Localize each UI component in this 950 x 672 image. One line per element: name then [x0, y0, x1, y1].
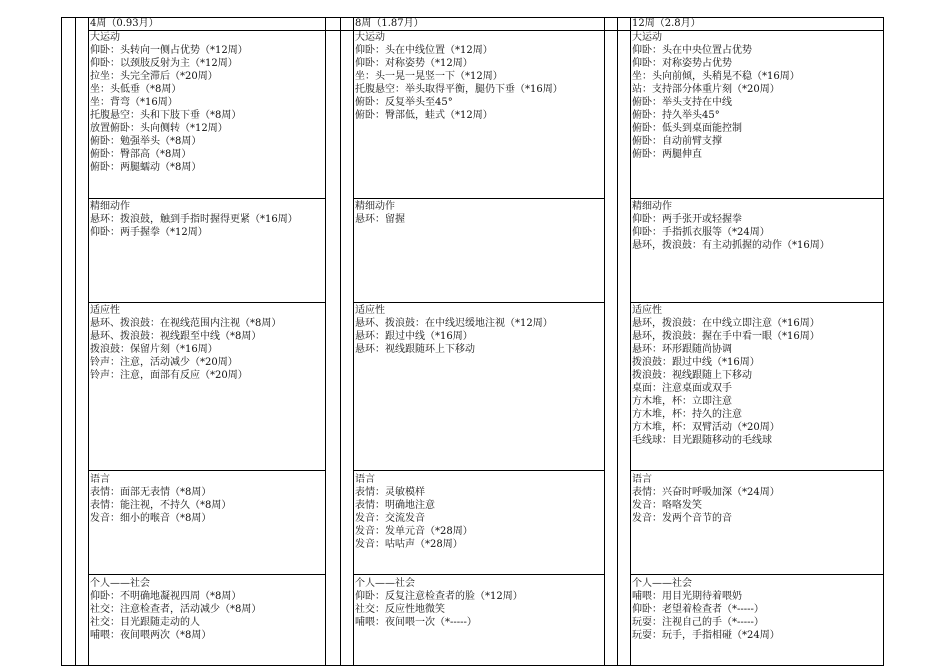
list-item: 俯卧：持久举头45° — [632, 110, 720, 121]
list-item: 悬环：视线跟随环上下移动 — [355, 344, 475, 355]
list-item: 发音：咕咕声（*28周） — [355, 539, 463, 550]
list-item: 表情：能注视，不持久（*8周） — [90, 500, 232, 511]
list-item: 悬环：跟过中线（*16周） — [355, 331, 473, 342]
list-item: 仰卧：头在中央位置占优势 — [632, 45, 752, 56]
section-language — [630, 473, 780, 525]
col1-divider-1 — [88, 198, 326, 199]
list-item: 玩耍：注视自己的手（*-----） — [632, 617, 764, 628]
section-fine-motor — [630, 200, 830, 252]
list-item: 仰卧：头在中线位置（*12周） — [355, 45, 493, 56]
list-item: 拨浪鼓：保留片刻（*16周） — [90, 344, 218, 355]
section-personal-social — [353, 577, 523, 629]
list-item: 铃声：注意，面部有反应（*20周） — [90, 370, 248, 381]
section-adaptive — [353, 304, 553, 356]
list-item: 仰卧：两手握拳（*12周） — [90, 227, 208, 238]
col2-right-border — [604, 17, 605, 666]
list-item: 坐：头低垂（*8周） — [90, 84, 182, 95]
section-title: 大运动 — [632, 32, 662, 43]
section-fine-motor — [353, 200, 405, 226]
list-item: 俯卧：反复举头至45° — [355, 97, 453, 108]
list-item: 俯卧：勉强举头（*8周） — [90, 136, 202, 147]
column-header: 8周（1.87月） — [355, 18, 424, 29]
col1-divider-2 — [88, 302, 326, 303]
section-adaptive — [88, 304, 281, 382]
col3-divider-2 — [630, 302, 884, 303]
col2-divider-3 — [353, 470, 605, 471]
list-item: 仰卧：老望着检查者（*-----） — [632, 604, 764, 615]
section-adaptive — [630, 304, 820, 447]
list-item: 方木堆，杯：立即注意 — [632, 396, 732, 407]
section-personal-social — [88, 577, 261, 642]
list-item: 俯卧：低头到桌面能控制 — [632, 123, 742, 134]
list-item: 托腹悬空：举头取得平衡，腿仍下垂（*16周） — [355, 84, 563, 95]
section-title: 个人——社会 — [632, 578, 692, 589]
section-title: 语言 — [90, 474, 110, 485]
list-item: 悬环、拨浪鼓：在中线迟缓地注视（*12周） — [355, 318, 553, 329]
list-item: 坐：背弯（*16周） — [90, 97, 178, 108]
list-item: 悬环、拨浪鼓：视线跟至中线（*8周） — [90, 331, 262, 342]
list-item: 俯卧：两腿伸直 — [632, 149, 702, 160]
list-item: 俯卧：臀部高（*8周） — [90, 149, 192, 160]
list-item: 放置俯卧：头向侧转（*12周） — [90, 123, 228, 134]
list-item: 方木堆，杯：持久的注意 — [632, 409, 742, 420]
list-item: 仰卧：不明确地凝视四周（*8周） — [90, 591, 242, 602]
section-title: 个人——社会 — [355, 578, 415, 589]
section-title: 语言 — [632, 474, 652, 485]
list-item: 站：支持部分体重片刻（*20周） — [632, 84, 780, 95]
list-item: 悬环：留握 — [355, 214, 405, 225]
section-title: 大运动 — [355, 32, 385, 43]
list-item: 铃声：注意，活动减少（*20周） — [90, 357, 238, 368]
list-item: 毛线球：目光跟随移动的毛线球 — [632, 435, 772, 446]
list-item: 拨浪鼓：视线跟随上下移动 — [632, 370, 752, 381]
list-item: 悬环、拨浪鼓：在视线范围内注视（*8周） — [90, 318, 282, 329]
list-item: 哺喂：夜间喂一次（*-----） — [355, 617, 477, 628]
list-item: 仰卧：两手张开或轻握拳 — [632, 214, 742, 225]
section-title: 适应性 — [355, 305, 385, 316]
list-item: 俯卧：臀部低，蛙式（*12周） — [355, 110, 493, 121]
section-title: 精细动作 — [90, 201, 130, 212]
list-item: 仰卧：手指抓衣服等（*24周） — [632, 227, 770, 238]
col2-divider-1 — [353, 198, 605, 199]
table-top-border — [61, 17, 884, 18]
section-title: 语言 — [355, 474, 375, 485]
list-item: 发音：发单元音（*28周） — [355, 526, 473, 537]
list-item: 哺喂：夜间喂两次（*8周） — [90, 630, 212, 641]
list-item: 悬环，拨浪鼓：握在手中看一眼（*16周） — [632, 331, 820, 342]
list-item: 拨浪鼓：跟过中线（*16周） — [632, 357, 760, 368]
list-item: 坐：头向前倾，头稍晃不稳（*16周） — [632, 71, 800, 82]
section-title: 精细动作 — [632, 201, 672, 212]
section-language — [88, 473, 231, 525]
section-personal-social — [630, 577, 780, 642]
col3-divider-3 — [630, 470, 884, 471]
section-title: 大运动 — [90, 32, 120, 43]
list-item: 仰卧：以颈肢反射为主（*12周） — [90, 58, 238, 69]
col1-divider-3 — [88, 470, 326, 471]
list-item: 发音：咯咯发笑 — [632, 500, 702, 511]
col1-divider-4 — [88, 574, 326, 575]
list-item: 玩耍：玩手，手指相碰（*24周） — [632, 630, 780, 641]
gap2-border-a — [617, 17, 618, 666]
list-item: 拉坐：头完全滞后（*20周） — [90, 71, 218, 82]
list-item: 悬环，拨浪鼓：在中线立即注意（*16周） — [632, 318, 820, 329]
list-item: 哺喂：用目光期待着喂奶 — [632, 591, 742, 602]
section-gross-motor — [88, 31, 248, 174]
table-bottom-border — [61, 665, 884, 666]
col2-divider-2 — [353, 302, 605, 303]
list-item: 表情：兴奋时呼吸加深（*24周） — [632, 487, 780, 498]
list-item: 俯卧：自动前臂支撑 — [632, 136, 722, 147]
table-border-left-2 — [75, 17, 76, 666]
section-gross-motor — [353, 31, 563, 122]
table-border-left-1 — [61, 17, 62, 666]
list-item: 仰卧：反复注意检查者的脸（*12周） — [355, 591, 523, 602]
list-item: 表情：灵敏模样 — [355, 487, 425, 498]
list-item: 桌面：注意桌面或双手 — [632, 383, 732, 394]
col2-divider-4 — [353, 574, 605, 575]
list-item: 表情：面部无表情（*8周） — [90, 487, 212, 498]
gap1-border-a — [340, 17, 341, 666]
list-item: 悬环：环形跟随尚协调 — [632, 344, 732, 355]
section-title: 适应性 — [90, 305, 120, 316]
list-item: 社交：反应性地微笑 — [355, 604, 445, 615]
list-item: 坐：头一晃一晃竖一下（*12周） — [355, 71, 503, 82]
list-item: 仰卧：头转向一侧占优势（*12周） — [90, 45, 248, 56]
list-item: 悬环，拨浪鼓：有主动抓握的动作（*16周） — [632, 240, 830, 251]
column-header: 12周（2.8月） — [632, 18, 701, 29]
list-item: 社交：注意检查者，活动减少（*8周） — [90, 604, 262, 615]
section-title: 适应性 — [632, 305, 662, 316]
list-item: 发音：交流发音 — [355, 513, 425, 524]
col3-divider-1 — [630, 198, 884, 199]
list-item: 发音：细小的喉音（*8周） — [90, 513, 212, 524]
list-item: 托腹悬空：头和下肢下垂（*8周） — [90, 110, 242, 121]
col1-right-border — [325, 17, 326, 666]
section-language — [353, 473, 473, 551]
section-fine-motor — [88, 200, 298, 239]
section-gross-motor — [630, 31, 800, 161]
list-item: 悬环：拨浪鼓，触到手指时握得更紧（*16周） — [90, 214, 298, 225]
list-item: 仰卧：对称姿势占优势 — [632, 58, 732, 69]
list-item: 发音：发两个音节的音 — [632, 513, 732, 524]
list-item: 俯卧：举头支持在中线 — [632, 97, 732, 108]
list-item: 表情：明确地注意 — [355, 500, 435, 511]
section-title: 个人——社会 — [90, 578, 150, 589]
list-item: 社交：目光跟随走动的人 — [90, 617, 200, 628]
col3-right-border — [883, 17, 884, 666]
list-item: 方木堆，杯：双臂活动（*20周） — [632, 422, 780, 433]
section-title: 精细动作 — [355, 201, 395, 212]
list-item: 俯卧：两腿蠕动（*8周） — [90, 162, 202, 173]
list-item: 仰卧：对称姿势（*12周） — [355, 58, 473, 69]
column-header: 4周（0.93月） — [90, 18, 159, 29]
col3-divider-4 — [630, 574, 884, 575]
